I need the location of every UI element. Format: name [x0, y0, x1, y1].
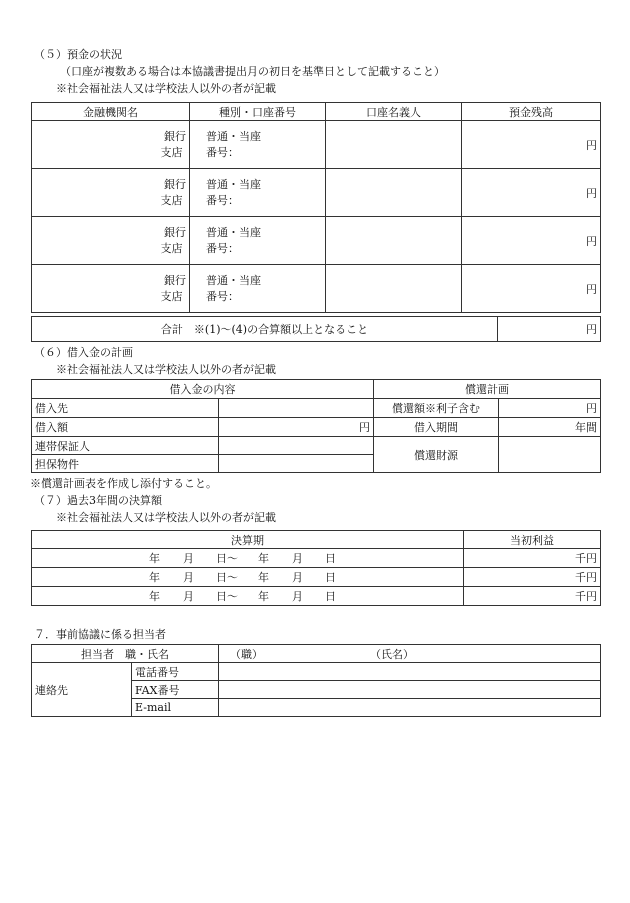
section7-note: ※社会福祉法人又は学校法人以外の者が記載: [56, 511, 276, 524]
collateral-field[interactable]: [219, 455, 374, 473]
balance-cell[interactable]: [462, 265, 601, 313]
account-type-cell[interactable]: [190, 265, 326, 313]
yen-unit: 円: [586, 282, 597, 296]
account-holder-cell[interactable]: [326, 265, 462, 313]
month-label: 月: [183, 571, 194, 584]
fiscal-period-cell[interactable]: [32, 549, 464, 568]
fiscal-period-cell[interactable]: [32, 587, 464, 606]
account-holder-cell[interactable]: [326, 217, 462, 265]
year-label: 年: [258, 571, 269, 584]
loan-content-header: 借入金の内容: [32, 380, 374, 399]
repayment-amount-label: 償還額※利子含む: [374, 399, 499, 418]
loan-period-field[interactable]: [499, 418, 601, 437]
settlement-row: [32, 549, 601, 568]
deposit-total-table: [31, 316, 601, 342]
year-label: 年: [258, 552, 269, 565]
section6-note: ※社会福祉法人又は学校法人以外の者が記載: [56, 363, 276, 376]
balance-cell[interactable]: [462, 217, 601, 265]
bank-label: 銀行: [164, 225, 186, 239]
repayment-source-field[interactable]: [499, 437, 601, 473]
year-label: 年: [149, 552, 160, 565]
branch-label: 支店: [160, 289, 183, 303]
day-from-label: 日～: [216, 571, 238, 584]
deposit-row: [32, 169, 601, 217]
deposit-row: [32, 265, 601, 313]
fiscal-period-header: 決算期: [32, 531, 464, 549]
branch-label: 支店: [160, 193, 183, 207]
person-label: 担当者 職・氏名: [32, 645, 219, 663]
account-type-label: 普通・当座: [206, 129, 261, 143]
yen-unit: 円: [586, 186, 597, 200]
thousand-yen-unit: 千円: [575, 590, 597, 603]
account-type-cell[interactable]: [190, 217, 326, 265]
thousand-yen-unit: 千円: [575, 552, 597, 565]
section5-note-accounts: （口座が複数ある場合は本協議書提出月の初日を基準日として記載すること）: [60, 65, 445, 78]
thousand-yen-unit: 千円: [575, 571, 597, 584]
lender-field[interactable]: [219, 399, 374, 418]
guarantor-label: 連帯保証人: [32, 437, 219, 455]
year-label: 年: [258, 590, 269, 603]
year-label: 年: [149, 590, 160, 603]
account-number-label: 番号：: [206, 289, 239, 303]
repayment-plan-header: 償還計画: [374, 380, 601, 399]
phone-field[interactable]: [219, 663, 601, 681]
account-type-label: 普通・当座: [206, 273, 261, 287]
contact-label: 連絡先: [32, 663, 132, 717]
total-label: 合計 ※(1)～(4)の合算額以上となること: [32, 317, 498, 342]
fiscal-period-cell[interactable]: [32, 568, 464, 587]
account-holder-cell[interactable]: [326, 169, 462, 217]
day-label: 日: [325, 590, 336, 603]
section6-footnote: ※償還計画表を作成し添付すること。: [30, 477, 217, 490]
section7-heading: （７）過去3年間の決算額: [34, 494, 162, 507]
yen-unit: 円: [359, 421, 370, 434]
bank-label: 銀行: [164, 177, 186, 191]
initial-profit-header: 当初利益: [464, 531, 601, 549]
loan-period-label: 借入期間: [374, 418, 499, 437]
repayment-amount-field[interactable]: [499, 399, 601, 418]
month-label: 月: [183, 552, 194, 565]
yen-unit: 円: [586, 138, 597, 152]
phone-label: 電話番号: [132, 663, 219, 681]
bank-branch-cell[interactable]: [32, 265, 190, 313]
years-unit: 年間: [575, 421, 597, 434]
deposit-row: [32, 217, 601, 265]
loan-amount-field[interactable]: [219, 418, 374, 437]
balance-cell[interactable]: [462, 169, 601, 217]
settlement-row: [32, 568, 601, 587]
bank-branch-cell[interactable]: [32, 121, 190, 169]
account-holder-cell[interactable]: [326, 121, 462, 169]
loan-amount-label: 借入額: [32, 418, 219, 437]
name-label: （氏名）: [370, 647, 414, 661]
branch-label: 支店: [160, 145, 183, 159]
day-from-label: 日～: [216, 552, 238, 565]
year-label: 年: [149, 571, 160, 584]
bank-label: 銀行: [164, 129, 186, 143]
day-label: 日: [325, 571, 336, 584]
bank-label: 銀行: [164, 273, 186, 287]
account-number-label: 番号：: [206, 145, 239, 159]
balance-cell[interactable]: [462, 121, 601, 169]
profit-cell[interactable]: [464, 568, 601, 587]
email-field[interactable]: [219, 699, 601, 717]
month-label: 月: [292, 571, 303, 584]
loan-table: [31, 379, 601, 473]
day-from-label: 日～: [216, 590, 238, 603]
total-amount-cell[interactable]: [498, 317, 601, 342]
position-label: （職）: [230, 647, 263, 661]
settlement-table: [31, 530, 601, 606]
account-number-label: 番号：: [206, 193, 239, 207]
contact-table: [31, 644, 601, 717]
account-type-label: 普通・当座: [206, 177, 261, 191]
account-type-cell[interactable]: [190, 169, 326, 217]
header-balance: 預金残高: [462, 103, 601, 121]
deposit-row: [32, 121, 601, 169]
collateral-label: 担保物件: [32, 455, 219, 473]
account-type-cell[interactable]: [190, 121, 326, 169]
header-account-number: 種別・口座番号: [190, 103, 326, 121]
header-account-holder: 口座名義人: [326, 103, 462, 121]
account-type-label: 普通・当座: [206, 225, 261, 239]
profit-cell[interactable]: [464, 587, 601, 606]
bank-branch-cell[interactable]: [32, 169, 190, 217]
section6-heading: （６）借入金の計画: [34, 346, 133, 359]
person-field[interactable]: [219, 645, 601, 663]
deposit-header-row: [32, 103, 601, 121]
branch-label: 支店: [160, 241, 183, 255]
day-label: 日: [325, 552, 336, 565]
fax-label: FAX番号: [132, 681, 219, 699]
section5-note-scope: ※社会福祉法人又は学校法人以外の者が記載: [56, 82, 276, 95]
yen-unit: 円: [586, 323, 597, 336]
month-label: 月: [292, 590, 303, 603]
bank-branch-cell[interactable]: [32, 217, 190, 265]
section5-heading: （５）預金の状況: [34, 48, 122, 61]
deposit-table: [31, 102, 601, 313]
yen-unit: 円: [586, 402, 597, 415]
email-label: E-mail: [132, 699, 219, 717]
lender-label: 借入先: [32, 399, 219, 418]
header-bank-name: 金融機関名: [32, 103, 190, 121]
repayment-source-label: 償還財源: [374, 437, 499, 473]
fax-field[interactable]: [219, 681, 601, 699]
month-label: 月: [292, 552, 303, 565]
profit-cell[interactable]: [464, 549, 601, 568]
month-label: 月: [183, 590, 194, 603]
account-number-label: 番号：: [206, 241, 239, 255]
settlement-row: [32, 587, 601, 606]
guarantor-field[interactable]: [219, 437, 374, 455]
yen-unit: 円: [586, 234, 597, 248]
contact-heading: ７．事前協議に係る担当者: [34, 628, 166, 641]
deposit-total-row: [32, 317, 601, 342]
